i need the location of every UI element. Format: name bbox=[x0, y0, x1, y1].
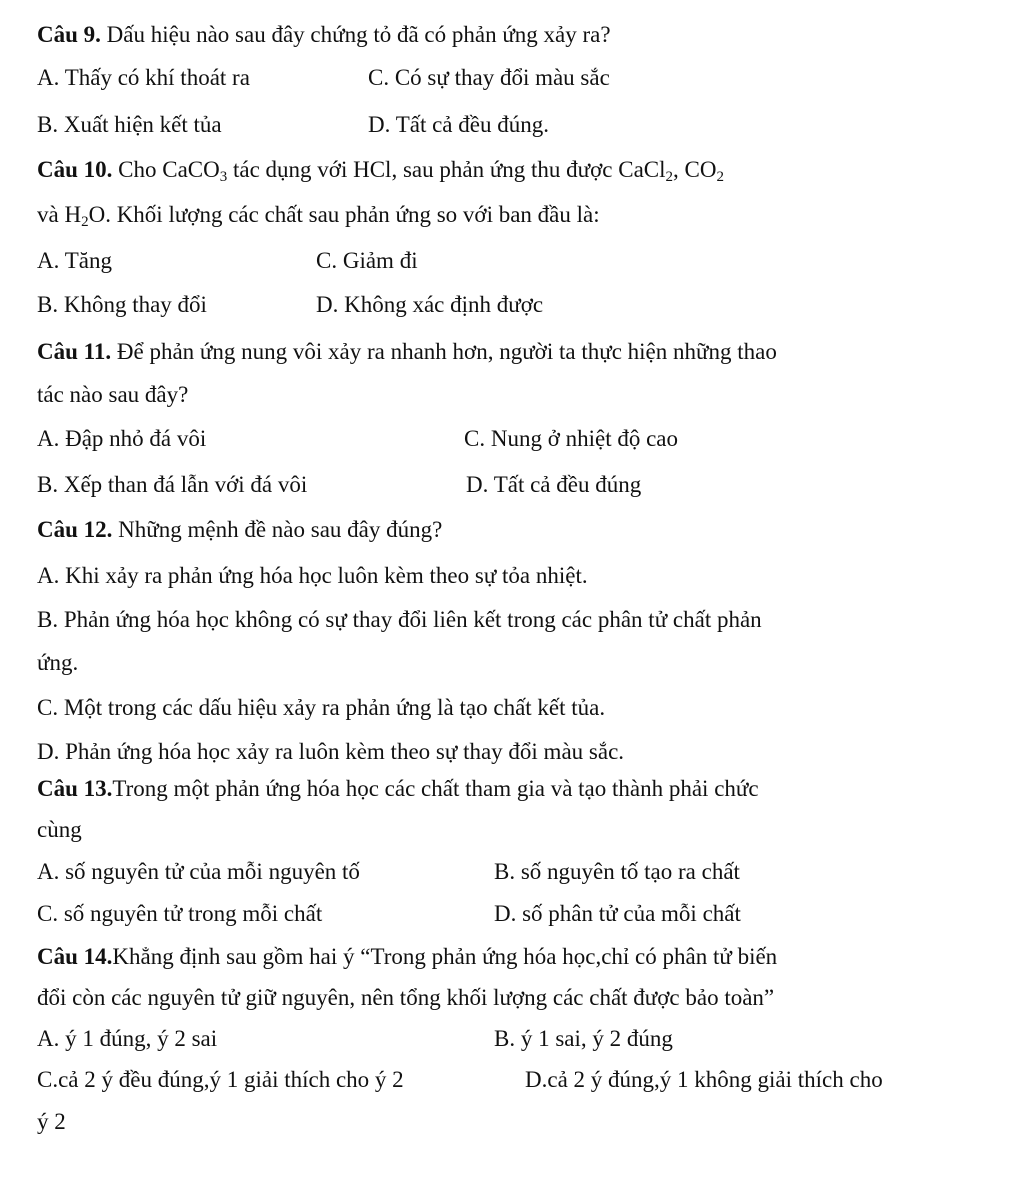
question-9-stem bbox=[37, 20, 611, 50]
q9-option-d[interactable]: D. Tất cả đều đúng. bbox=[368, 112, 549, 137]
q10-subscript: 2 bbox=[665, 169, 674, 185]
q10-text-part: và H bbox=[37, 202, 82, 227]
question-10-stem-line2 bbox=[37, 200, 600, 230]
q12-option-a[interactable]: A. Khi xảy ra phản ứng hóa học luôn kèm theo sự tỏa nhiệt. bbox=[37, 563, 588, 588]
q10-option-d[interactable]: D. Không xác định được bbox=[316, 292, 544, 317]
question-9-label: Câu 9. bbox=[37, 22, 101, 47]
q14-option-c[interactable]: C.cả 2 ý đều đúng,ý 1 giải thích cho ý 2 bbox=[37, 1067, 404, 1092]
q13-option-a[interactable]: A. số nguyên tử của mỗi nguyên tố bbox=[37, 859, 360, 884]
question-11-stem-line2: tác nào sau đây? bbox=[37, 382, 189, 407]
q10-text-part: Cho CaCO bbox=[112, 157, 220, 182]
question-10-label: Câu 10. bbox=[37, 157, 113, 182]
q12-option-d[interactable]: D. Phản ứng hóa học xảy ra luôn kèm theo sự thay đổi màu sắc. bbox=[37, 739, 625, 764]
q9-option-c[interactable]: C. Có sự thay đổi màu sắc bbox=[368, 65, 610, 90]
question-14-label: Câu 14. bbox=[37, 944, 113, 969]
question-11-label: Câu 11. bbox=[37, 339, 112, 364]
q12-option-b-line2[interactable]: ứng. bbox=[37, 650, 79, 675]
question-14-stem-line2: đổi còn các nguyên tử giữ nguyên, nên tổng khối lượng các chất được bảo toàn” bbox=[37, 985, 775, 1010]
q12-option-b-line1[interactable]: B. Phản ứng hóa học không có sự thay đổi liên kết trong các phân tử chất phản bbox=[37, 607, 762, 632]
q9-option-b[interactable]: B. Xuất hiện kết tủa bbox=[37, 112, 222, 137]
q10-text-part: , CO bbox=[673, 157, 717, 182]
q11-option-a[interactable]: A. Đập nhỏ đá vôi bbox=[37, 426, 207, 451]
question-9-text: Dấu hiệu nào sau đây chứng tỏ đã có phản ứng xảy ra? bbox=[100, 22, 611, 47]
q10-subscript: 3 bbox=[219, 169, 228, 185]
q10-option-c[interactable]: C. Giảm đi bbox=[316, 248, 418, 273]
q11-option-c[interactable]: C. Nung ở nhiệt độ cao bbox=[464, 426, 679, 451]
q14-option-d-line1[interactable]: D.cả 2 ý đúng,ý 1 không giải thích cho bbox=[525, 1067, 883, 1092]
question-14-text: Khẳng định sau gồm hai ý “Trong phản ứng hóa học,chỉ có phân tử biến bbox=[112, 944, 778, 969]
question-14-stem-line1 bbox=[37, 942, 777, 972]
q11-option-b[interactable]: B. Xếp than đá lẫn với đá vôi bbox=[37, 472, 308, 497]
question-11-text: Để phản ứng nung vôi xảy ra nhanh hơn, người ta thực hiện những thao bbox=[111, 339, 777, 364]
q13-option-d[interactable]: D. số phân tử của mỗi chất bbox=[494, 901, 741, 926]
q10-subscript: 2 bbox=[716, 169, 724, 185]
q13-option-c[interactable]: C. số nguyên tử trong mỗi chất bbox=[37, 901, 323, 926]
q10-subscript: 2 bbox=[81, 214, 89, 230]
q11-option-d[interactable]: D. Tất cả đều đúng bbox=[466, 472, 642, 497]
q10-option-b[interactable]: B. Không thay đổi bbox=[37, 292, 207, 317]
q10-text-part: O. Khối lượng các chất sau phản ứng so với ban đầu là: bbox=[88, 202, 600, 227]
q9-option-a[interactable]: A. Thấy có khí thoát ra bbox=[37, 65, 250, 90]
question-13-label: Câu 13. bbox=[37, 776, 113, 801]
question-13-stem-line1 bbox=[37, 774, 759, 804]
question-12-text: Những mệnh đề nào sau đây đúng? bbox=[112, 517, 443, 542]
q10-option-a[interactable]: A. Tăng bbox=[37, 248, 112, 273]
q14-option-d-line2[interactable]: ý 2 bbox=[37, 1109, 66, 1134]
question-11-stem-line1 bbox=[37, 337, 777, 367]
q12-option-c[interactable]: C. Một trong các dấu hiệu xảy ra phản ứng là tạo chất kết tủa. bbox=[37, 695, 606, 720]
question-12-label: Câu 12. bbox=[37, 517, 113, 542]
q13-option-b[interactable]: B. số nguyên tố tạo ra chất bbox=[494, 859, 740, 884]
question-13-stem-line2: cùng bbox=[37, 817, 82, 842]
question-13-text: Trong một phản ứng hóa học các chất tham gia và tạo thành phải chức bbox=[112, 776, 759, 801]
q14-option-a[interactable]: A. ý 1 đúng, ý 2 sai bbox=[37, 1026, 218, 1051]
q10-text-part: tác dụng với HCl, sau phản ứng thu được CaCl bbox=[227, 157, 666, 182]
question-10-stem-line1 bbox=[37, 155, 724, 185]
q14-option-b[interactable]: B. ý 1 sai, ý 2 đúng bbox=[494, 1026, 673, 1051]
question-12-stem bbox=[37, 515, 442, 545]
